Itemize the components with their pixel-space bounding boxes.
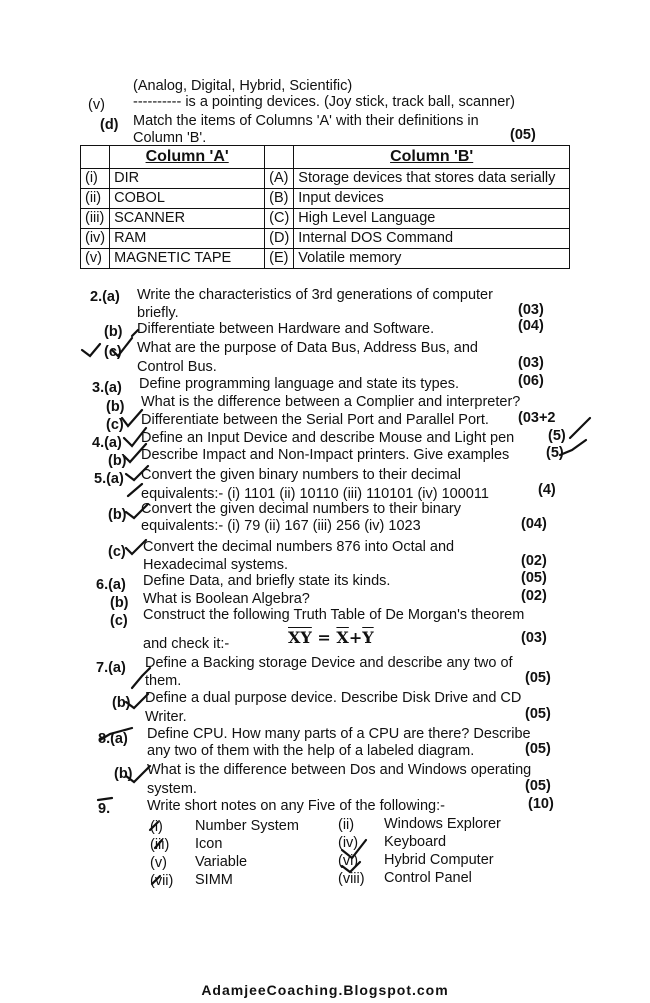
- column-a-cell: RAM: [110, 229, 265, 249]
- question-number: (c): [110, 613, 128, 629]
- tick-mark: [126, 766, 150, 782]
- tick-mark: [342, 862, 360, 872]
- question-number: (b): [110, 595, 129, 611]
- marks: (03): [518, 355, 544, 371]
- question-number: 5.(a): [94, 471, 124, 487]
- column-b-cell: Input devices: [294, 189, 570, 209]
- tick-mark: [150, 822, 158, 830]
- question-number: (b): [108, 453, 127, 469]
- question-number: 3.(a): [92, 380, 122, 396]
- marks: (06): [518, 373, 544, 389]
- question-number: 8.(a): [98, 731, 128, 747]
- row-letter: (C): [265, 209, 294, 229]
- marks: (05): [525, 778, 551, 794]
- marks: (4): [538, 482, 556, 498]
- row-number: (ii): [81, 189, 110, 209]
- row-number: (i): [81, 169, 110, 189]
- formula-y-bar: $\overline{Y}$: [362, 628, 374, 647]
- question-number: (v): [88, 97, 105, 113]
- question-text: Differentiate between the Serial Port and Parallel Port.: [141, 412, 489, 428]
- question-text: Define a dual purpose device. Describe Disk Drive and CD: [145, 690, 522, 706]
- question-text: Hexadecimal systems.: [143, 557, 289, 573]
- tick-mark: [82, 344, 100, 356]
- note-item: Windows Explorer: [384, 816, 501, 832]
- option-text: (Analog, Digital, Hybrid, Scientific): [133, 78, 353, 94]
- note-number: (iii): [150, 837, 170, 853]
- question-number: 2.(a): [90, 289, 120, 305]
- tick-mark: [128, 484, 142, 496]
- row-letter: (D): [265, 229, 294, 249]
- column-a-cell: DIR: [110, 169, 265, 189]
- marks: (04): [518, 318, 544, 334]
- tick-mark: [126, 504, 148, 518]
- question-text: Writer.: [145, 709, 187, 725]
- tick-mark: [98, 798, 112, 800]
- marks: (05): [525, 706, 551, 722]
- row-number: (iv): [81, 229, 110, 249]
- note-item: Number System: [195, 818, 299, 834]
- tick-mark: [570, 418, 590, 438]
- question-text: Column 'B'.: [133, 130, 207, 146]
- note-number: (iv): [338, 835, 359, 851]
- question-text: Differentiate between Hardware and Software.: [137, 321, 435, 337]
- note-number: (vii): [150, 873, 174, 889]
- marks: (5): [546, 445, 564, 461]
- marks: (02): [521, 588, 547, 604]
- row-number: (iii): [81, 209, 110, 229]
- tick-mark: [100, 728, 132, 740]
- row-letter: (E): [265, 249, 294, 269]
- tick-mark: [112, 338, 132, 356]
- column-b-header: Column 'B': [294, 146, 570, 169]
- note-number: (vi): [338, 853, 359, 869]
- marks: (02): [521, 553, 547, 569]
- row-number: (v): [81, 249, 110, 269]
- note-number: (viii): [338, 871, 365, 887]
- row-letter: (B): [265, 189, 294, 209]
- question-text: and check it:-: [143, 636, 230, 652]
- tick-mark: [132, 330, 138, 336]
- question-number: (b): [112, 695, 131, 711]
- question-number: 9.: [98, 801, 111, 817]
- question-text: What is the difference between a Complier and interpreter?: [141, 394, 521, 410]
- tick-mark: [155, 840, 162, 848]
- tick-mark: [152, 876, 160, 884]
- column-b-cell: Volatile memory: [294, 249, 570, 269]
- question-text: Control Bus.: [137, 359, 217, 375]
- question-text: equivalents:- (i) 79 (ii) 167 (iii) 256 (iv) 1023: [141, 518, 421, 534]
- note-item: Hybrid Computer: [384, 852, 494, 868]
- question-text: Convert the given decimal numbers to their binary: [141, 501, 461, 517]
- column-b-cell: High Level Language: [294, 209, 570, 229]
- note-item: Keyboard: [384, 834, 447, 850]
- question-text: any two of them with the help of a labeled diagram.: [147, 743, 475, 759]
- question-number: (c): [106, 417, 124, 433]
- question-text: Define Data, and briefly state its kinds.: [143, 573, 391, 589]
- question-number: (d): [100, 117, 119, 133]
- tick-mark: [342, 840, 366, 858]
- column-b-cell: Internal DOS Command: [294, 229, 570, 249]
- marks: (03): [518, 302, 544, 318]
- note-number: (ii): [338, 817, 355, 833]
- formula-x-bar: $\overline{X}$: [336, 628, 349, 647]
- column-a-header: Column 'A': [110, 146, 265, 169]
- question-number: (b): [106, 399, 125, 415]
- note-item: Variable: [195, 854, 248, 870]
- question-text: Convert the given binary numbers to their decimal: [141, 467, 461, 483]
- question-text: Define programming language and state its types.: [139, 376, 459, 392]
- tick-mark: [132, 668, 150, 688]
- question-number: (c): [108, 544, 126, 560]
- column-a-cell: MAGNETIC TAPE: [110, 249, 265, 269]
- formula-plus: +: [348, 628, 363, 647]
- column-a-cell: SCANNER: [110, 209, 265, 229]
- marks: (05): [525, 741, 551, 757]
- question-text: Convert the decimal numbers 876 into Octal and: [143, 539, 455, 555]
- question-number: 4.(a): [92, 435, 122, 451]
- marks: (5): [548, 428, 566, 444]
- question-text: system.: [147, 781, 197, 797]
- marks: (05): [521, 570, 547, 586]
- row-letter: (A): [265, 169, 294, 189]
- question-number: (b): [104, 324, 123, 340]
- formula-lhs: $\overline{XY}$: [288, 628, 312, 647]
- question-text: Define CPU. How many parts of a CPU are there? Describe: [147, 726, 531, 742]
- marks: (03+2: [518, 410, 556, 426]
- marks: (04): [521, 516, 547, 532]
- note-number: (v): [150, 855, 167, 871]
- footer-website: AdamjeeCoaching.Blogspot.com: [201, 982, 449, 998]
- marks: (10): [528, 796, 554, 812]
- tick-mark: [126, 694, 148, 708]
- question-number: 7.(a): [96, 660, 126, 676]
- question-number: 6.(a): [96, 577, 126, 593]
- question-text: Match the items of Columns 'A' with their definitions in: [133, 113, 479, 129]
- marks: (03): [521, 630, 547, 646]
- note-item: SIMM: [195, 872, 233, 888]
- marks: (05): [510, 127, 536, 143]
- question-text: Write short notes on any Five of the following:-: [147, 798, 445, 814]
- question-text: Construct the following Truth Table of De Morgan's theorem: [143, 607, 525, 623]
- tick-mark: [122, 410, 142, 426]
- marks: (05): [525, 670, 551, 686]
- tick-mark: [126, 540, 146, 554]
- question-number: (b): [114, 766, 133, 782]
- question-text: What is the difference between Dos and Windows operating: [147, 762, 532, 778]
- column-a-cell: COBOL: [110, 189, 265, 209]
- question-text: briefly.: [137, 305, 179, 321]
- question-text: ---------- is a pointing devices. (Joy stick, track ball, scanner): [133, 94, 515, 110]
- question-text: Describe Impact and Non-Impact printers. Give examples: [141, 447, 510, 463]
- column-b-cell: Storage devices that stores data serially: [294, 169, 570, 189]
- question-text: What are the purpose of Data Bus, Address Bus, and: [137, 340, 478, 356]
- formula-equals: =: [317, 628, 331, 647]
- question-text: them.: [145, 673, 182, 689]
- question-number: (c): [104, 344, 122, 360]
- tick-mark: [124, 444, 146, 462]
- question-text: Write the characteristics of 3rd generations of computer: [137, 287, 493, 303]
- note-item: Control Panel: [384, 870, 472, 886]
- note-item: Icon: [195, 836, 223, 852]
- note-number: (i): [150, 819, 163, 835]
- question-text: What is Boolean Algebra?: [143, 591, 310, 607]
- tick-mark: [126, 466, 148, 480]
- question-text: Define an Input Device and describe Mouse and Light pen: [141, 430, 515, 446]
- question-text: equivalents:- (i) 1101 (ii) 10110 (iii) 110101 (iv) 100011: [141, 486, 489, 502]
- question-text: Define a Backing storage Device and describe any two of: [145, 655, 513, 671]
- tick-mark: [124, 428, 146, 446]
- tick-mark: [560, 440, 586, 455]
- question-number: (b): [108, 507, 127, 523]
